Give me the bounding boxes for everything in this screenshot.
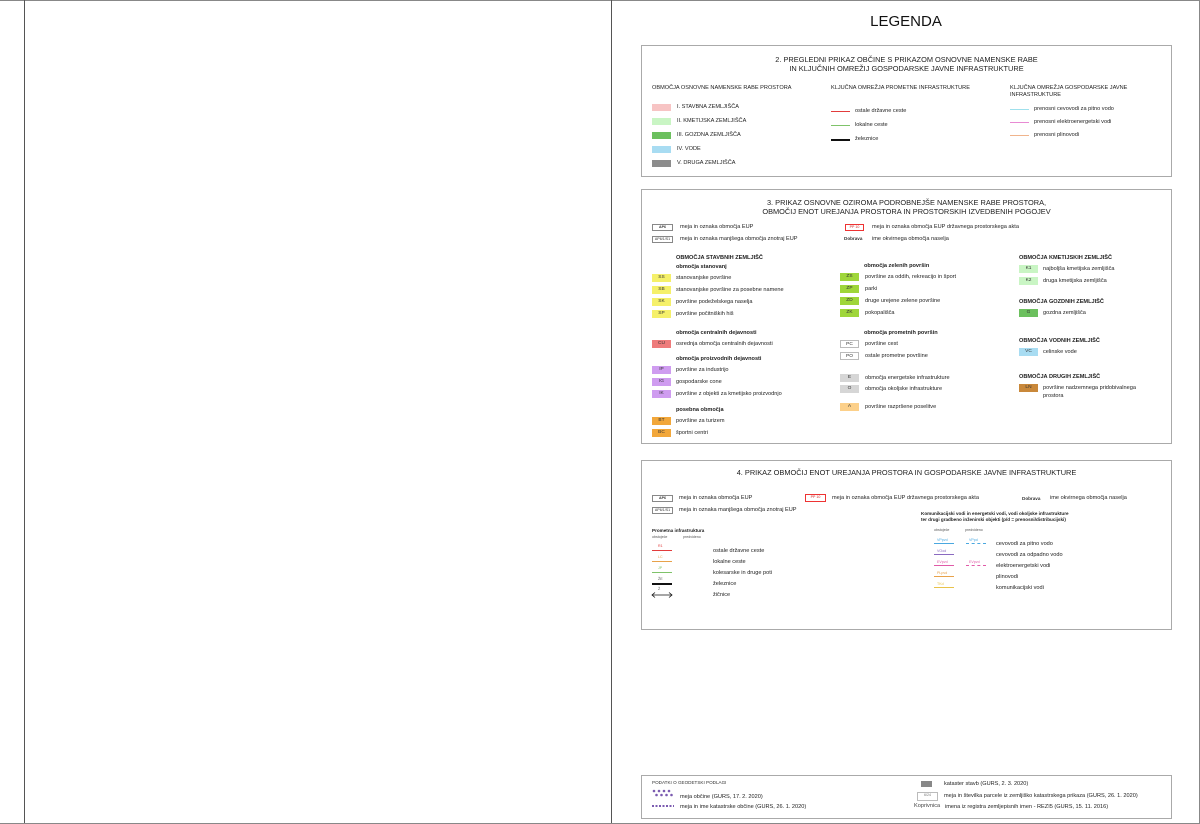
land-use-code-swatch: PO bbox=[840, 352, 859, 360]
land-use-label: površine z objekti za kmetijsko proizvodnjo bbox=[676, 391, 782, 397]
section-2-title-line1: 2. PREGLEDNI PRIKAZ OBČINE S PRIKAZOM OSNOVNE NAMENSKE RABE bbox=[775, 55, 1038, 64]
s4-utility-planned: predvideno bbox=[965, 528, 983, 532]
land-use-label: osrednja območja centralnih dejavnosti bbox=[676, 341, 773, 347]
land-use-label: površine nadzemnega pridobivalnega bbox=[1043, 385, 1136, 391]
s3-eup-tag: AP6 bbox=[652, 224, 673, 231]
s4-utility-label: plinovodi bbox=[996, 574, 1019, 580]
frame-top bbox=[0, 0, 1200, 1]
s4-eup-label: meja in oznaka območja EUP bbox=[679, 495, 753, 501]
s4-traffic-header: Prometna infrastruktura bbox=[652, 528, 705, 533]
landuse-label: IV. VODE bbox=[677, 146, 701, 152]
land-use-code-swatch: K2 bbox=[1019, 277, 1038, 285]
group-header: OBMOČJA VODNIH ZEMLJIŠČ bbox=[1019, 338, 1100, 344]
group-header: OBMOČJA GOZDNIH ZEMLJIŠČ bbox=[1019, 299, 1104, 305]
s4-dpa-tag: PP 10 bbox=[805, 494, 826, 502]
land-use-code-swatch: IK bbox=[652, 390, 671, 398]
s4-utility-line bbox=[934, 587, 954, 588]
geo-header: PODATKI O GEODETSKI PODLAGI bbox=[652, 780, 727, 785]
s3-sub-tag: AP6/1/S1 bbox=[652, 236, 673, 243]
traffic-line-symbol bbox=[831, 111, 850, 112]
land-use-code-swatch: SK bbox=[652, 298, 671, 306]
utility-label: prenosni plinovodi bbox=[1034, 132, 1080, 138]
traffic-label: lokalne ceste bbox=[855, 122, 888, 128]
traffic-line-symbol bbox=[831, 139, 850, 141]
s4-traffic-mini: LC bbox=[658, 555, 663, 559]
utility-label: prenosni elektroenergetski vodi bbox=[1034, 119, 1112, 125]
s4-utility-label: komunikacijski vodi bbox=[996, 585, 1044, 591]
landuse-swatch bbox=[652, 132, 671, 139]
s4-traffic-existing: obstoječe bbox=[652, 535, 668, 539]
land-use-label: športni centri bbox=[676, 430, 709, 436]
s4-utility-line-planned bbox=[966, 543, 986, 544]
s4-railway-line bbox=[652, 583, 672, 585]
s4-dpa-label: meja in oznaka območja EUP državnega prostorskega akta bbox=[832, 495, 979, 501]
s3-settlement-label: ime okvirnega območja naselja bbox=[872, 236, 949, 242]
land-use-label: druga kmetijska zemljišča bbox=[1043, 278, 1107, 284]
land-use-label: pokopališča bbox=[865, 310, 895, 316]
cadastral-municipality-symbol bbox=[652, 802, 674, 810]
utility-label: prenosni cevovodi za pitno vodo bbox=[1034, 106, 1114, 112]
geo-parcel-tag: 6/24 bbox=[917, 792, 938, 801]
s4-traffic-label: železnice bbox=[713, 581, 737, 587]
land-use-label: površine razpršene poselitve bbox=[865, 404, 937, 410]
land-use-label: površine za industrijo bbox=[676, 367, 729, 373]
land-use-label: druge urejene zelene površine bbox=[865, 298, 941, 304]
land-use-label-cont: prostora bbox=[1043, 393, 1064, 399]
s4-utility-line bbox=[934, 565, 954, 566]
land-use-label: površine za turizem bbox=[676, 418, 725, 424]
group-header: območja proizvodnih dejavnosti bbox=[676, 356, 762, 362]
traffic-label: ostale državne ceste bbox=[855, 108, 907, 114]
geo-name-tag: Koprivnica bbox=[914, 803, 941, 809]
s4-traffic-mini: Ž bbox=[658, 587, 661, 591]
land-use-label: celinske vode bbox=[1043, 349, 1077, 355]
land-use-code-swatch: PC bbox=[840, 340, 859, 348]
land-use-label: območja energetske infrastrukture bbox=[865, 375, 950, 381]
s4-utility-line bbox=[934, 576, 954, 577]
s3-eup-label: meja in oznaka območja EUP bbox=[680, 224, 754, 230]
section-2-box bbox=[641, 45, 1172, 177]
s4-utility-line bbox=[934, 543, 954, 544]
landuse-swatch bbox=[652, 118, 671, 125]
s4-traffic-label: ostale državne ceste bbox=[713, 548, 765, 554]
land-use-label: površine cest bbox=[865, 341, 898, 347]
land-use-code-swatch: SS bbox=[652, 274, 671, 282]
frame-left-line bbox=[24, 0, 25, 824]
group-header: območja prometnih površin bbox=[864, 330, 938, 336]
land-use-label: najboljša kmetijska zemljišča bbox=[1043, 266, 1115, 272]
geo-item-2: kataster stavb (GURS, 2. 3. 2020) bbox=[944, 781, 1029, 787]
group-header: OBMOČJA DRUGIH ZEMLJIŠČ bbox=[1019, 374, 1101, 380]
geodetic-box bbox=[641, 775, 1172, 819]
legend-title: LEGENDA bbox=[870, 13, 942, 30]
geo-item-3: meja in številka parcele iz zemljiško katastrskega prikaza (GURS, 26. 1. 2020) bbox=[944, 793, 1138, 799]
s4-traffic-line bbox=[652, 561, 672, 562]
geo-item-0: meja občine (GURS, 17. 2. 2020) bbox=[680, 794, 763, 800]
s4-utility-header1: Komunikacijski vodi in energetski vodi, vodi okoljske infrastrukture bbox=[921, 511, 1069, 516]
landuse-swatch bbox=[652, 146, 671, 153]
land-use-label: površine podeželskega naselja bbox=[676, 299, 753, 305]
s4-utility-mini: EVpvd bbox=[937, 560, 948, 564]
land-use-label: ostale prometne površine bbox=[865, 353, 928, 359]
land-use-code-swatch: CU bbox=[652, 340, 671, 348]
geo-item-4: imena iz registra zemljepisnih imen - REZI5 (GURS, 15. 11. 2016) bbox=[945, 804, 1109, 810]
land-use-label: površine počitniških hiš bbox=[676, 311, 734, 317]
s2-col1-header: OBMOČJA OSNOVNE NAMENSKE RABE PROSTORA bbox=[652, 85, 792, 91]
land-use-code-swatch: SP bbox=[652, 310, 671, 318]
land-use-label: gospodarske cone bbox=[676, 379, 722, 385]
land-use-code-swatch: O bbox=[840, 385, 859, 393]
land-use-code-swatch: IP bbox=[652, 366, 671, 374]
land-use-code-swatch: VC bbox=[1019, 348, 1038, 356]
s3-dpa-tag: PP 10 bbox=[845, 224, 864, 231]
traffic-label: železnice bbox=[855, 136, 879, 142]
s4-traffic-mini: JP bbox=[658, 566, 663, 570]
s4-eup-tag: AP6 bbox=[652, 495, 673, 502]
land-use-code-swatch: BT bbox=[652, 417, 671, 425]
s3-col1-header: OBMOČJA STAVBNIH ZEMLJIŠČ bbox=[676, 255, 763, 261]
section-2-title bbox=[642, 55, 1171, 73]
utility-line-symbol bbox=[1010, 122, 1029, 123]
s4-traffic-label: žičnice bbox=[713, 592, 731, 598]
land-use-code-swatch: ZP bbox=[840, 285, 859, 293]
s4-traffic-planned: predvideno bbox=[683, 535, 701, 539]
land-use-code-swatch: E bbox=[840, 374, 859, 382]
s2-col2-header: KLJUČNA OMREŽJA PROMETNE INFRASTRUKTURE bbox=[831, 85, 970, 91]
land-use-code-swatch: A bbox=[840, 403, 859, 411]
section-3-box bbox=[641, 189, 1172, 444]
land-use-code-swatch: ZS bbox=[840, 273, 859, 281]
land-use-code-swatch: ZK bbox=[840, 309, 859, 317]
s4-utility-mini: TKd bbox=[937, 582, 944, 586]
s4-utility-label: cevovodi za odpadno vodo bbox=[996, 552, 1063, 558]
geo-item-1: meja in ime katastrske občine (GURS, 26. 1. 2020) bbox=[680, 804, 807, 810]
s3-dpa-label: meja in oznaka območja EUP državnega prostorskega akta bbox=[872, 224, 1019, 230]
land-use-code-swatch: SB bbox=[652, 286, 671, 294]
s3-settlement-tag: Dobrava bbox=[844, 236, 863, 241]
land-use-code-swatch: IG bbox=[652, 378, 671, 386]
s4-utility-mini-planned: VPpd bbox=[969, 538, 978, 542]
s4-traffic-line bbox=[652, 572, 672, 573]
section-3-title bbox=[642, 198, 1171, 216]
land-use-code-swatch: BC bbox=[652, 429, 671, 437]
s4-sub-label: meja in oznaka manjšega območja znotraj EUP bbox=[679, 507, 797, 513]
land-use-code-swatch: LN bbox=[1019, 384, 1038, 392]
utility-line-symbol bbox=[1010, 109, 1029, 110]
group-header: posebna območja bbox=[676, 407, 724, 413]
landuse-label: II. KMETIJSKA ZEMLJIŠČA bbox=[677, 118, 747, 124]
group-header: območja zelenih površin bbox=[864, 263, 930, 269]
land-use-label: stanovanjske površine bbox=[676, 275, 732, 281]
s4-utility-line bbox=[934, 554, 954, 555]
s4-utility-mini: VOod bbox=[937, 549, 947, 553]
section-4-box bbox=[641, 460, 1172, 630]
landuse-swatch bbox=[652, 160, 671, 167]
utility-line-symbol bbox=[1010, 135, 1029, 136]
s4-utility-mini: VPpvd bbox=[937, 538, 948, 542]
section-3-title-line1: 3. PRIKAZ OSNOVNE OZIROMA PODROBNEJŠE NAMENSKE RABE PROSTORA, bbox=[766, 198, 1047, 207]
land-use-code-swatch: ZD bbox=[840, 297, 859, 305]
s4-traffic-line bbox=[652, 550, 672, 551]
s4-traffic-label: kolesarske in druge poti bbox=[713, 570, 773, 576]
s4-traffic-label: lokalne ceste bbox=[713, 559, 746, 565]
landuse-label: III. GOZDNA ZEMLJIŠČA bbox=[677, 132, 741, 138]
s4-settlement-label: ime okvirnega območja naselja bbox=[1050, 495, 1127, 501]
group-header: območja centralnih dejavnosti bbox=[676, 330, 757, 336]
s4-traffic-mini: ŽE bbox=[658, 577, 663, 581]
landuse-label: V. DRUGA ZEMLJIŠČA bbox=[677, 160, 736, 166]
group-header: OBMOČJA KMETIJSKIH ZEMLJIŠČ bbox=[1019, 255, 1113, 261]
s4-settlement-tag: Dobrava bbox=[1022, 496, 1041, 501]
s4-traffic-mini: R1 bbox=[658, 544, 663, 548]
cableway-arrow-icon bbox=[651, 591, 673, 599]
s2-col3-header2: INFRASTRUKTURE bbox=[1010, 92, 1061, 98]
s4-sub-tag: AP6/1/S1 bbox=[652, 507, 673, 514]
s3-sub-label: meja in oznaka manjšega območja znotraj EUP bbox=[680, 236, 798, 242]
land-use-label: površine za oddih, rekreacijo in šport bbox=[865, 274, 957, 280]
s4-utility-mini: PLpvd bbox=[937, 571, 948, 575]
s4-utility-label: elektroenergetski vodi bbox=[996, 563, 1051, 569]
land-use-label: gozdna zemljišča bbox=[1043, 310, 1086, 316]
landuse-swatch bbox=[652, 104, 671, 111]
land-use-label: stanovanjske površine za posebne namene bbox=[676, 287, 784, 293]
s4-utility-header2: ter drugi gradbeno inženirski objekti (p/d = prenosni/distribucijski) bbox=[921, 517, 1066, 522]
section-3-title-line2: OBMOČIJ ENOT UREJANJA PROSTORA IN PROSTORSKIH IZVEDBENIH POGOJEV bbox=[762, 207, 1051, 216]
group-header: območja stanovanj bbox=[676, 264, 727, 270]
frame-divider bbox=[611, 0, 612, 824]
traffic-line-symbol bbox=[831, 125, 850, 126]
section-2-title-line2: IN KLJUČNIH OMREŽIJ GOSPODARSKE JAVNE INFRASTRUKTURE bbox=[789, 64, 1024, 73]
s4-utility-line-planned bbox=[966, 565, 986, 566]
land-use-code-swatch: K1 bbox=[1019, 265, 1038, 273]
land-use-label: parki bbox=[865, 286, 878, 292]
land-use-code-swatch: G bbox=[1019, 309, 1038, 317]
s4-utility-mini-planned: EVpvd bbox=[969, 560, 980, 564]
land-use-label: območja okoljske infrastrukture bbox=[865, 386, 943, 392]
building-cadastre-symbol bbox=[921, 781, 932, 787]
landuse-label: I. STAVBNA ZEMLJIŠČA bbox=[677, 104, 739, 110]
s2-col3-header1: KLJUČNA OMREŽJA GOSPODARSKE JAVNE bbox=[1010, 85, 1128, 91]
s4-utility-label: cevovodi za pitno vodo bbox=[996, 541, 1053, 547]
municipality-boundary-symbol bbox=[652, 789, 674, 799]
s4-utility-existing: obstoječe bbox=[934, 528, 950, 532]
section-4-title: 4. PRIKAZ OBMOČIJ ENOT UREJANJA PROSTORA IN GOSPODARSKE JAVNE INFRASTRUKTURE bbox=[736, 468, 1077, 477]
